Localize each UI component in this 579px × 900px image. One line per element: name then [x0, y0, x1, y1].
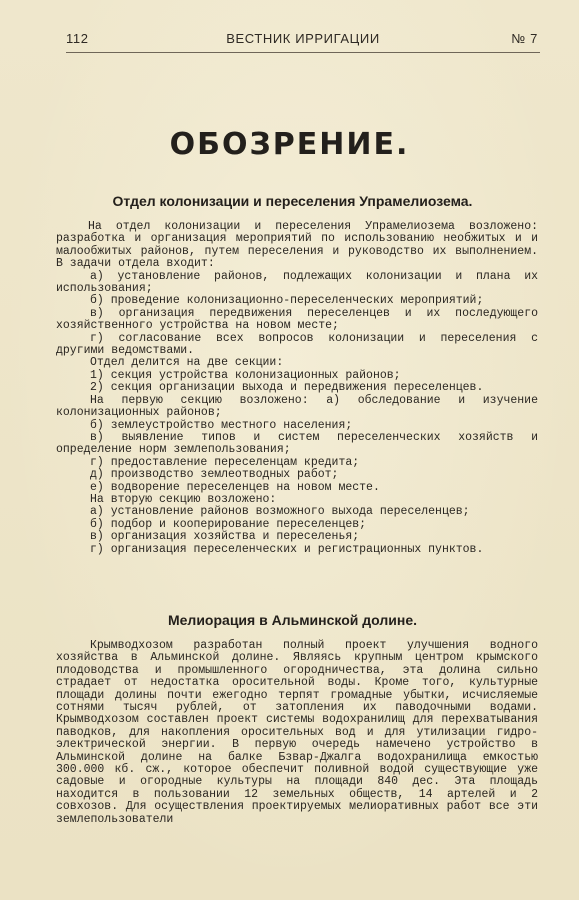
list-item: а) установление районов возможного выхода переселенцев; [90, 505, 470, 519]
list-item: а) установление районов, подлежащих колонизации и плана их использования; [56, 269, 538, 296]
page-number: 112 [66, 31, 89, 46]
section-body-colonization [56, 221, 538, 556]
running-header [66, 28, 540, 53]
list-item: 2) секция организации выхода и передвижения переселенцев. [90, 381, 484, 395]
issue-number: № 7 [511, 31, 538, 46]
list-item: в) организация хозяйства и переселенья; [90, 530, 360, 544]
list-item: г) предоставление переселенцам кредита; [90, 455, 360, 469]
list-item: е) водворение переселенцев на новом месте. [90, 480, 380, 494]
list-item: д) производство землеотводных работ; [90, 468, 339, 482]
list-item: в) выявление типов и систем переселенческих хозяйств и определение норм землепользования; [56, 430, 538, 457]
list-item: г) организация переселенческих и регистрационных пунктов. [90, 542, 484, 556]
list-item: 1) секция устройства колонизационных районов; [90, 368, 401, 382]
list-item: в) организация передвижения переселенцев и их последующего хозяйственного устройства на новом месте; [56, 306, 538, 333]
list-item: г) согласование всех вопросов колонизации и переселения с другими ведомствами. [56, 331, 538, 358]
paragraph: На отдел колонизации и переселения Упрамелиозема возложено: разработка и организация мероприятий по использованию необжитых и и малообжитых районов, путем переселения и руководство их выполнением. В задачи отдела входит: [56, 220, 538, 271]
paragraph: Крымводхозом разработан полный проект улучшения водного хозяйства в Альминской долине. Являясь крупным центром крымского плодоводства и промышленного огородничества, эта долина сильно страдает от недостатка оросительной воды. Кроме того, культурные площади долины почти ежегодно терпят громадные убытки, исчисляемые сотнями тысяч рублей, от затопления их паводочными водами. Крымводхозом составлен проект системы водохранилищ для перехватывания паводков, для накопления оросительных вод и для утилизации гидро-электрической энергии. В первую очередь намечено устройство в Альминской долине на балке Бзвар-Джалга водохранилища емкостью 300.000 кб. сж., которое обеспечит поливной водой существующие уже садовые и огородные культуры на площади 840 дес. Эта площадь находится в пользовании 12 земельных обществ, 14 артелей и 2 совхозов. Для осуществления проектируемых мелиоративных работ все эти землепользователи [56, 639, 538, 826]
page-title: ОБОЗРЕНИЕ. [169, 127, 410, 162]
paragraph: Отдел делится на две секции: [90, 356, 284, 370]
list-item: б) землеустройство местного населения; [90, 418, 353, 432]
section-body-melioration [56, 640, 538, 826]
list-item: б) проведение колонизационно-переселенческих мероприятий; [90, 294, 484, 308]
section-heading-melioration: Мелиорация в Альминской долине. [167, 612, 417, 628]
section-heading-colonization: Отдел колонизации и переселения Упрамелиозема. [112, 193, 473, 209]
list-item: б) подбор и кооперирование переселенцев; [90, 517, 367, 531]
journal-title: ВЕСТНИК ИРРИГАЦИИ [226, 31, 380, 46]
paragraph: На вторую секцию возложено: [90, 492, 277, 506]
paragraph: На первую секцию возложено: а) обследование и изучение колонизационных районов; [56, 393, 538, 420]
